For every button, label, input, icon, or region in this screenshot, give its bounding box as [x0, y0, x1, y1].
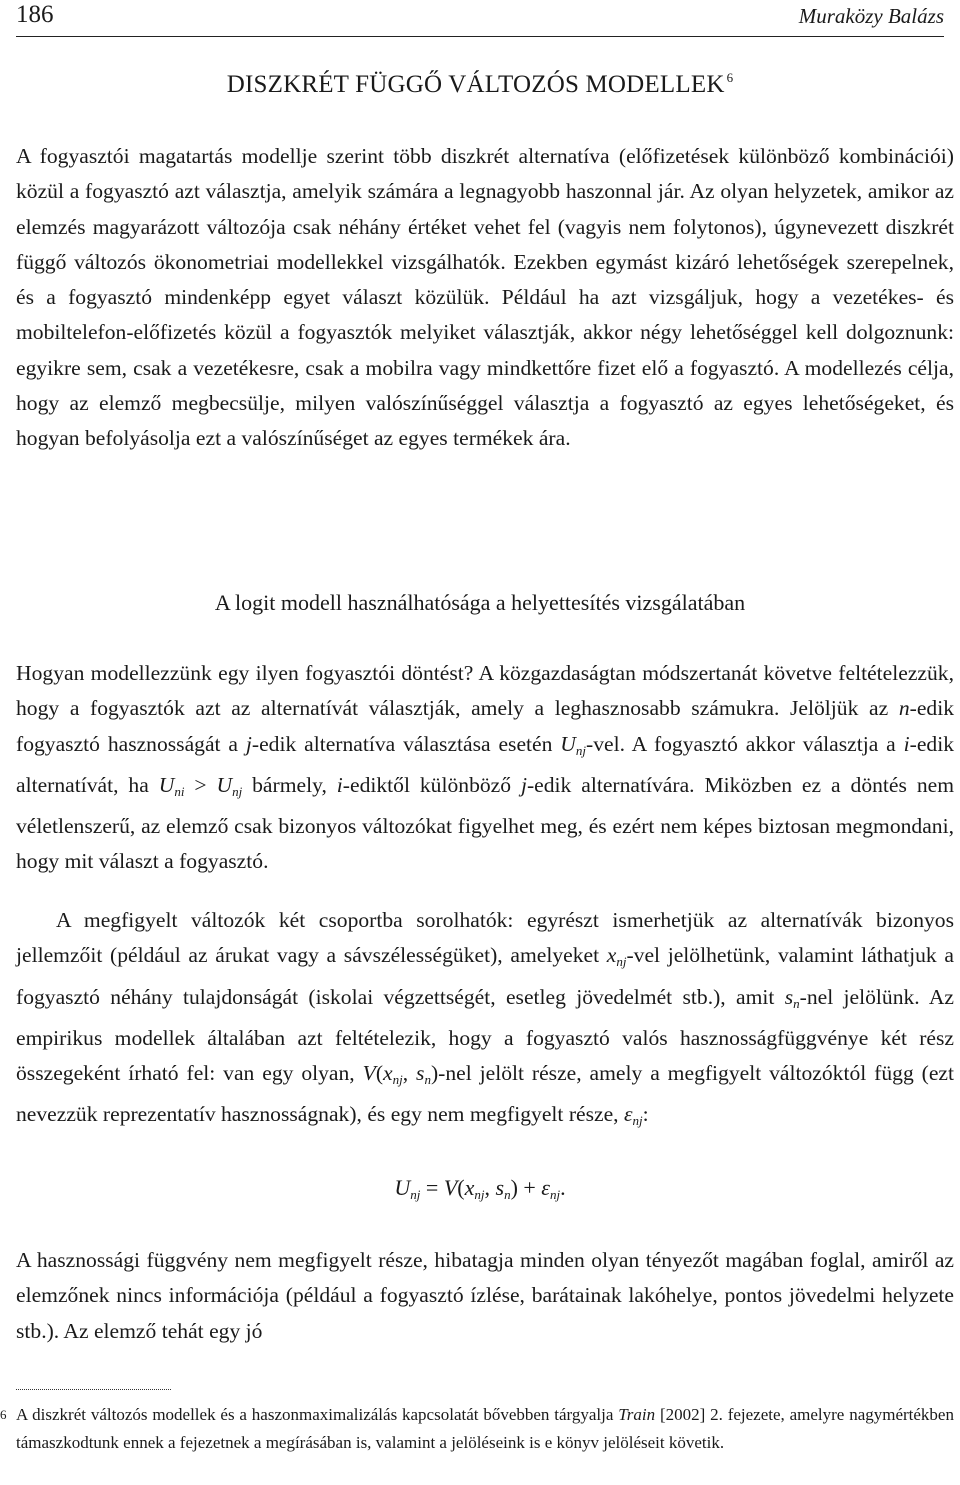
running-head-author: Muraközy Balázs: [798, 4, 944, 28]
utility-equation: $U_{nj} = V(x_{nj}$, $s_n) + \varepsilon_{nj}$.: [394, 1175, 566, 1202]
page-header: [16, 0, 944, 37]
section-title: [0, 70, 960, 99]
subsection-title: A logit modell használhatósága a helyettesítés vizsgálatában: [214, 590, 746, 615]
paragraph-utility-model: Hogyan modellezzünk egy ilyen fogyasztói döntést? A közgazdaságtan módszertanát követve feltételezzük, hogy a fogyasztók azt az alternatívát választják, amely a leghasznosabb számukra. Jelöljük az n-edik fogyasztó hasznosságát a j-edik alternatíva választása esetén $U_{nj}$-vel. A fogyasztó akkor választja a i-edik alternatívát, ha $U_{ni} > U_{nj}$ bármely, i-ediktől különböző j-edik alternatívára. Miközben ez a döntés nem véletlenszerű, az elemző csak bizonyos változókat figyelhet meg, és ezért nem képes biztosan megmondani, hogy mit választ a fogyasztó.: [16, 661, 955, 874]
footnote-mark: 6: [0, 1407, 7, 1422]
paragraph-error-term: A hasznossági függvény nem megfigyelt része, hibatagja minden olyan tényezőt magában foglal, amiről az elemzőnek nincs információja (például a fogyasztó ízlése, barátainak lakóhelye, pontos jövedelmi helyzete stb.). Az elemző tehát egy jó: [16, 1248, 954, 1343]
footnote: 6 A diszkrét változós modellek és a haszonmaximalizálás kapcsolatát bővebben tárgyalja Train [2002] 2. fejezete, amelyre nagymértékben támaszkodtunk ennek a fejezetnek a megírásában is, valamint a jelöléseink is e könyv jelöléseit követik.: [16, 1401, 954, 1457]
footnote-reference: 6: [726, 70, 734, 85]
paragraph-observed-variables: A megfigyelt változók két csoportba sorolhatók: egyrészt ismerhetjük az alternatívák bizonyos jellemzőit (például az árukat vagy a sávszélességüket), amelyeket $x_{nj}$-vel jelölhetünk, valamint láthatjuk a fogyasztó néhány tulajdonságát (iskolai végzettségét, esetleg jövedelmét stb.), amit $s_n$-nel jelölünk. Az empirikus modellek általában azt feltételezik, hogy a fogyasztó valós hasznosságfüggvénye két rész összegeként írható fel: van egy olyan, $V(x_{nj}$, $s_n$)-nel jelölt része, amely a megfigyelt változóktól függ (ezt nevezzük reprezentatív hasznosságnak), és egy nem megfigyelt része, $\varepsilon_{nj}$:: [16, 908, 955, 1129]
page-number: 186: [16, 1, 54, 28]
footnote-divider: [16, 1389, 171, 1390]
paragraph-intro: A fogyasztói magatartás modellje szerint több diszkrét alternatíva (előfizetések különböző kombinációi) közül a fogyasztó azt választja, amelyik számára a legnagyobb haszonnal jár. Az olyan helyzetek, amikor az elemzés magyarázott változója csak néhány értéket vehet fel (vagyis nem folytonos), úgynevezett diszkrét függő változós ökonometriai modellekkel vizsgálhatók. Ezekben egymást kizáró lehetőségek szerepelnek, és a fogyasztó mindenképp egyet választ közülük. Például ha azt vizsgáljuk, hogy a vezetékes- és mobiltelefon-előfizetés közül a fogyasztók melyiket választják, akkor négy lehetőséggel kell dolgoznunk: egyikre sem, csak a vezetékesre, csak a mobilra vagy mindkettőre fizet elő a fogyasztó. A modellezés célja, hogy az elemző megbecsülje, milyen valószínűséggel választja a fogyasztó az egyes lehetőségeket, és hogyan befolyásolja ezt a valószínűséget az egyes termékek ára.: [16, 144, 954, 451]
section-title-text: DISZKRÉT FÜGGŐ VÁLTOZÓS MODELLEK: [226, 71, 725, 98]
